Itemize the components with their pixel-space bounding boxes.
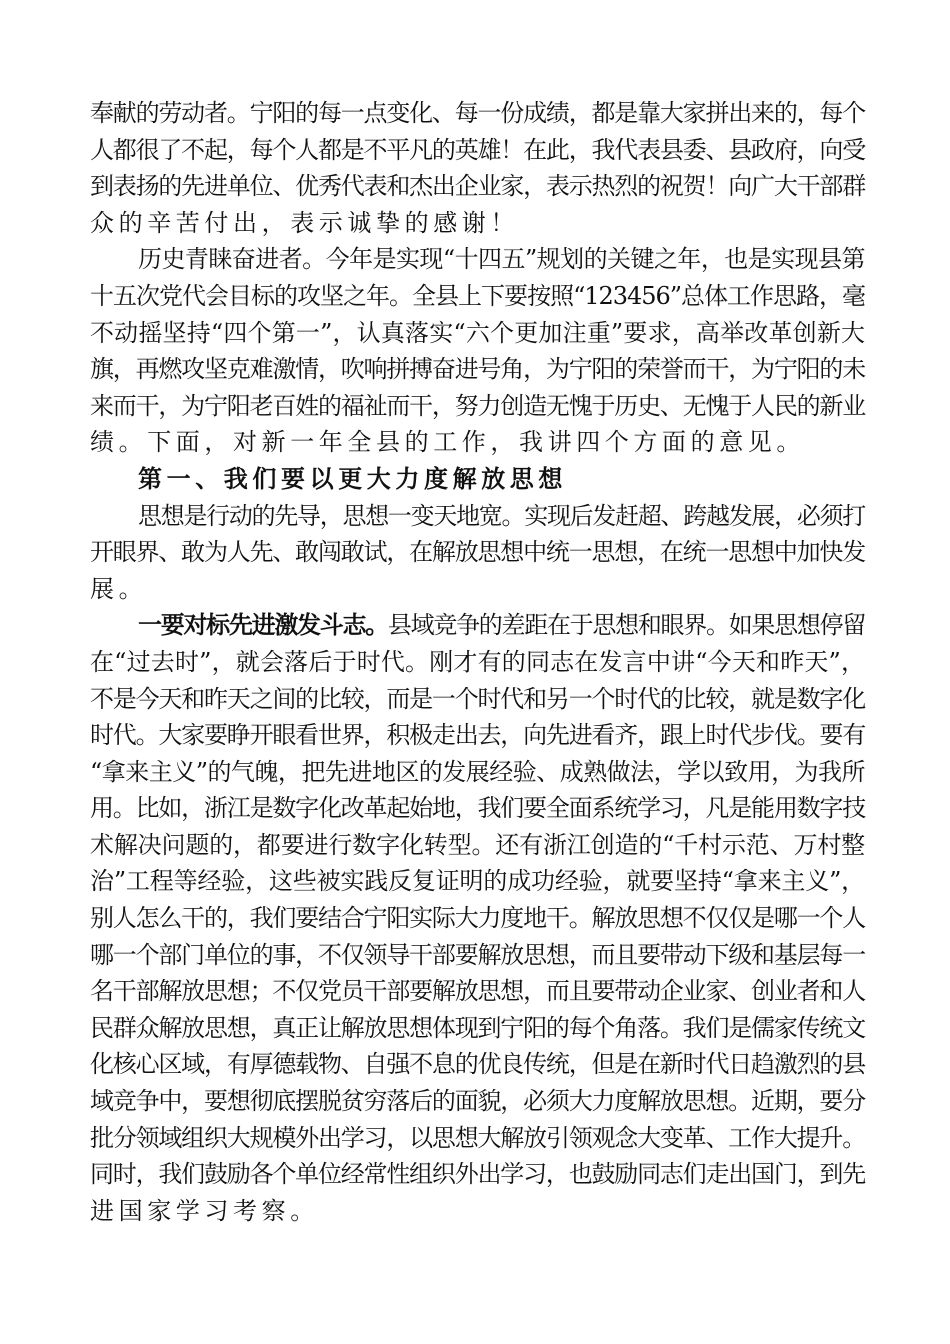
paragraph-benchmark (90, 607, 865, 1229)
text-line: 同时，我们鼓励各个单位经常性组织外出学习，也鼓励同志们走出国门，到先 (90, 1160, 865, 1189)
text-line: 不动摇坚持“四个第一”，认真落实“六个更加注重”要求，高举改革创新大 (90, 318, 865, 347)
text-line: 人都很了不起，每个人都是不平凡的英雄！在此，我代表县委、县政府，向受 (90, 135, 865, 164)
text-line: 民群众解放思想，真正让解放思想体现到宁阳的每个角落。我们是儒家传统文 (90, 1013, 865, 1042)
text-line: 批分领域组织大规模外出学习，以思想大解放引领观念大变革、工作大提升。 (90, 1123, 865, 1152)
text-line: 来而干，为宁阳老百姓的福祉而干，努力创造无愧于历史、无愧于人民的新业 (90, 391, 865, 420)
text-line: 开眼界、敢为人先、敢闯敢试，在解放思想中统一思想，在统一思想中加快发 (90, 538, 865, 567)
text-line: 到表扬的先进单位、优秀代表和杰出企业家，表示热烈的祝贺！向广大干部群 (90, 172, 865, 201)
text-line: 旗，再燃攻坚克难激情，吹响拼搏奋进号角，为宁阳的荣誉而干，为宁阳的未 (90, 355, 865, 384)
text-line: 名干部解放思想；不仅党员干部要解放思想，而且要带动企业家、创业者和人 (90, 977, 865, 1006)
text-line: 十五次党代会目标的攻坚之年。全县上下要按照“123456”总体工作思路，毫 (90, 281, 865, 310)
text-line: 化核心区域，有厚德载物、自强不息的优良传统，但是在新时代日趋激烈的县 (90, 1050, 865, 1079)
text-line: 别人怎么干的，我们要结合宁阳实际大力度地干。解放思想不仅仅是哪一个人 (90, 904, 865, 933)
text-line: 绩。下面，对新一年全县的工作，我讲四个方面的意见。 (90, 428, 805, 457)
document-page (90, 95, 865, 1229)
paragraph-thanks (90, 95, 865, 241)
text-line: 奉献的劳动者。宁阳的每一点变化、每一份成绩，都是靠大家拼出来的，每个 (90, 99, 865, 127)
text-line (90, 607, 865, 644)
text-line: 哪一个部门单位的事，不仅领导干部要解放思想，而且要带动下级和基层每一 (90, 940, 865, 969)
paragraph-history (90, 241, 865, 461)
text-line: 用。比如，浙江是数字化改革起始地，我们要全面系统学习，凡是能用数字技 (90, 794, 865, 823)
text-run: 县域竞争的差距在于思想和眼界。如果思想停留 (387, 611, 865, 640)
text-line: 思想是行动的先导，思想一变天地宽。实现后发赶超、跨越发展，必须打 (138, 501, 865, 530)
section-heading (90, 461, 865, 498)
text-line: 术解决问题的，都要进行数字化转型。还有浙江创造的“千村示范、万村整 (90, 830, 865, 859)
text-line: 时代。大家要睁开眼看世界，积极走出去，向先进看齐，跟上时代步伐。要有 (90, 721, 865, 750)
text-line: 展。 (90, 574, 148, 603)
text-line: 不是今天和昨天之间的比较，而是一个时代和另一个时代的比较，就是数字化 (90, 684, 865, 713)
text-line: 在“过去时”，就会落后于时代。刚才有的同志在发言中讲“今天和昨天”， (90, 647, 865, 676)
text-line: 历史青睐奋进者。今年是实现“十四五”规划的关键之年，也是实现县第 (138, 245, 865, 274)
text-line: 域竞争中，要想彻底摆脱贫穷落后的面貌，必须大力度解放思想。近期，要分 (90, 1087, 865, 1116)
heading-text: 第一、我们要以更大力度解放思想 (138, 464, 567, 493)
text-line: “拿来主义”的气魄，把先进地区的发展经验、成熟做法，学以致用，为我所 (90, 757, 865, 786)
text-line: 治”工程等经验，这些被实践反复证明的成功经验，就要坚持“拿来主义”， (90, 867, 865, 896)
text-line: 进国家学习考察。 (90, 1196, 319, 1225)
paragraph-thought (90, 498, 865, 608)
text-line: 众的辛苦付出，表示诚挚的感谢！ (90, 208, 519, 237)
bold-lead: 一要对标先进激发斗志。 (138, 611, 388, 640)
